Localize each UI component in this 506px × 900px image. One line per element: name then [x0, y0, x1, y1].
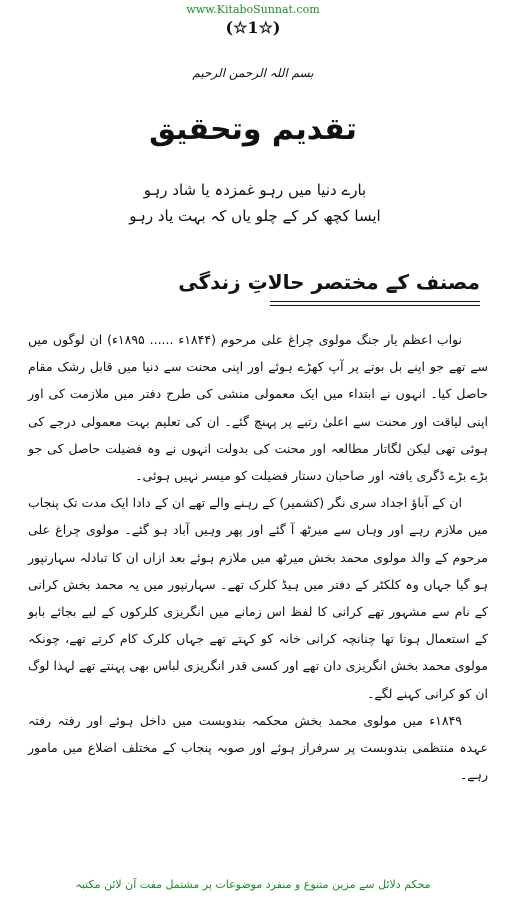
- body-text: [28, 326, 488, 788]
- verse-line-1: بارے دنیا میں رہو غمزدہ یا شاد رہو: [143, 181, 367, 199]
- bismillah: بسم اللہ الرحمن الرحیم: [192, 66, 314, 80]
- section-heading: مصنف کے مختصر حالاتِ زندگی: [178, 270, 480, 294]
- page-title: تقدیم وتحقیق: [149, 112, 357, 147]
- paragraph-2: ان کے آباؤ اجداد سری نگر (کشمیر) کے رہنے والے تھے ان کے دادا ایک مدت تک پنجاب میں ملازم رہے اور وہاں سے میرٹھ آ گئے اور پھر وہیں آباد ہو گئے۔ مولوی چراغ علی مرحوم کے والد مولوی محمد بخش میرٹھ میں ملازم ہوئے بعد ازاں ان کا تبادلہ سہارنپور ہو گیا جہاں وہ کلکٹر کے دفتر میں ہیڈ کلرک تھے۔ سہارنپور میں یہ محمد بخش کرانی کے نام سے مشہور تھے کرانی کا لفظ اس زمانے میں انگریزی کلرکوں کے لیے بجائے بابو کے استعمال ہوتا تھا چنانچہ کرانی خانہ کو کہتے تھے جہاں کلرک کام کرتے تھے، چونکہ مولوی محمد بخش انگریزی دان تھے اور کسی قدر انگریزی لباس بھی پہنتے تھے لہذا لوگ ان کو کرانی کہنے لگے۔: [28, 495, 488, 701]
- paragraph-1: نواب اعظم یار جنگ مولوی چراغ علی مرحوم (۱۸۴۴ء ...... ۱۸۹۵ء) ان لوگوں میں سے تھے جو اپنے بل بوتے پر آپ کھڑے ہوئے اور اپنی محنت سے دنیا میں قابل رشک مقام حاصل کیا۔ انہوں نے ابتداء میں ایک معمولی منشی کی طرح دفتر میں ملازمت کی اور اپنی لیاقت اور محنت سے اعلیٰ رتبے پر پہنچ گئے۔ ان کی تعلیم بہت معمولی درجے کی ہوئی تھی لیکن لگاتار مطالعہ اور محنت کی بدولت انہوں نے وہ فضیلت حاصل کی جو بڑے بڑے ڈگری یافتہ اور صاحبان دستار فضیلت کو میسر نہیں ہوئی۔: [28, 332, 488, 484]
- heading-underline-second: [270, 305, 480, 306]
- paragraph-3: ۱۸۴۹ء میں مولوی محمد بخش محکمہ بندوبست میں داخل ہوئے اور رفتہ رفتہ عہدہ منتظمی بندوبست پر سرفراز ہوئے اور صوبہ پنجاب کے مختلف اضلاع میں مامور رہے۔: [28, 712, 488, 783]
- page-number: (☆1☆): [225, 18, 281, 37]
- site-url: www.KitaboSunnat.com: [186, 3, 320, 16]
- footer-tagline: محکم دلائل سے مزین متنوع و منفرد موضوعات پر مشتمل مفت آن لائن مکتبہ: [75, 878, 431, 891]
- heading-underline: [270, 301, 480, 302]
- verse-line-2: ایسا کچھ کر کے چلو یاں کہ بہت یاد رہو: [129, 207, 381, 225]
